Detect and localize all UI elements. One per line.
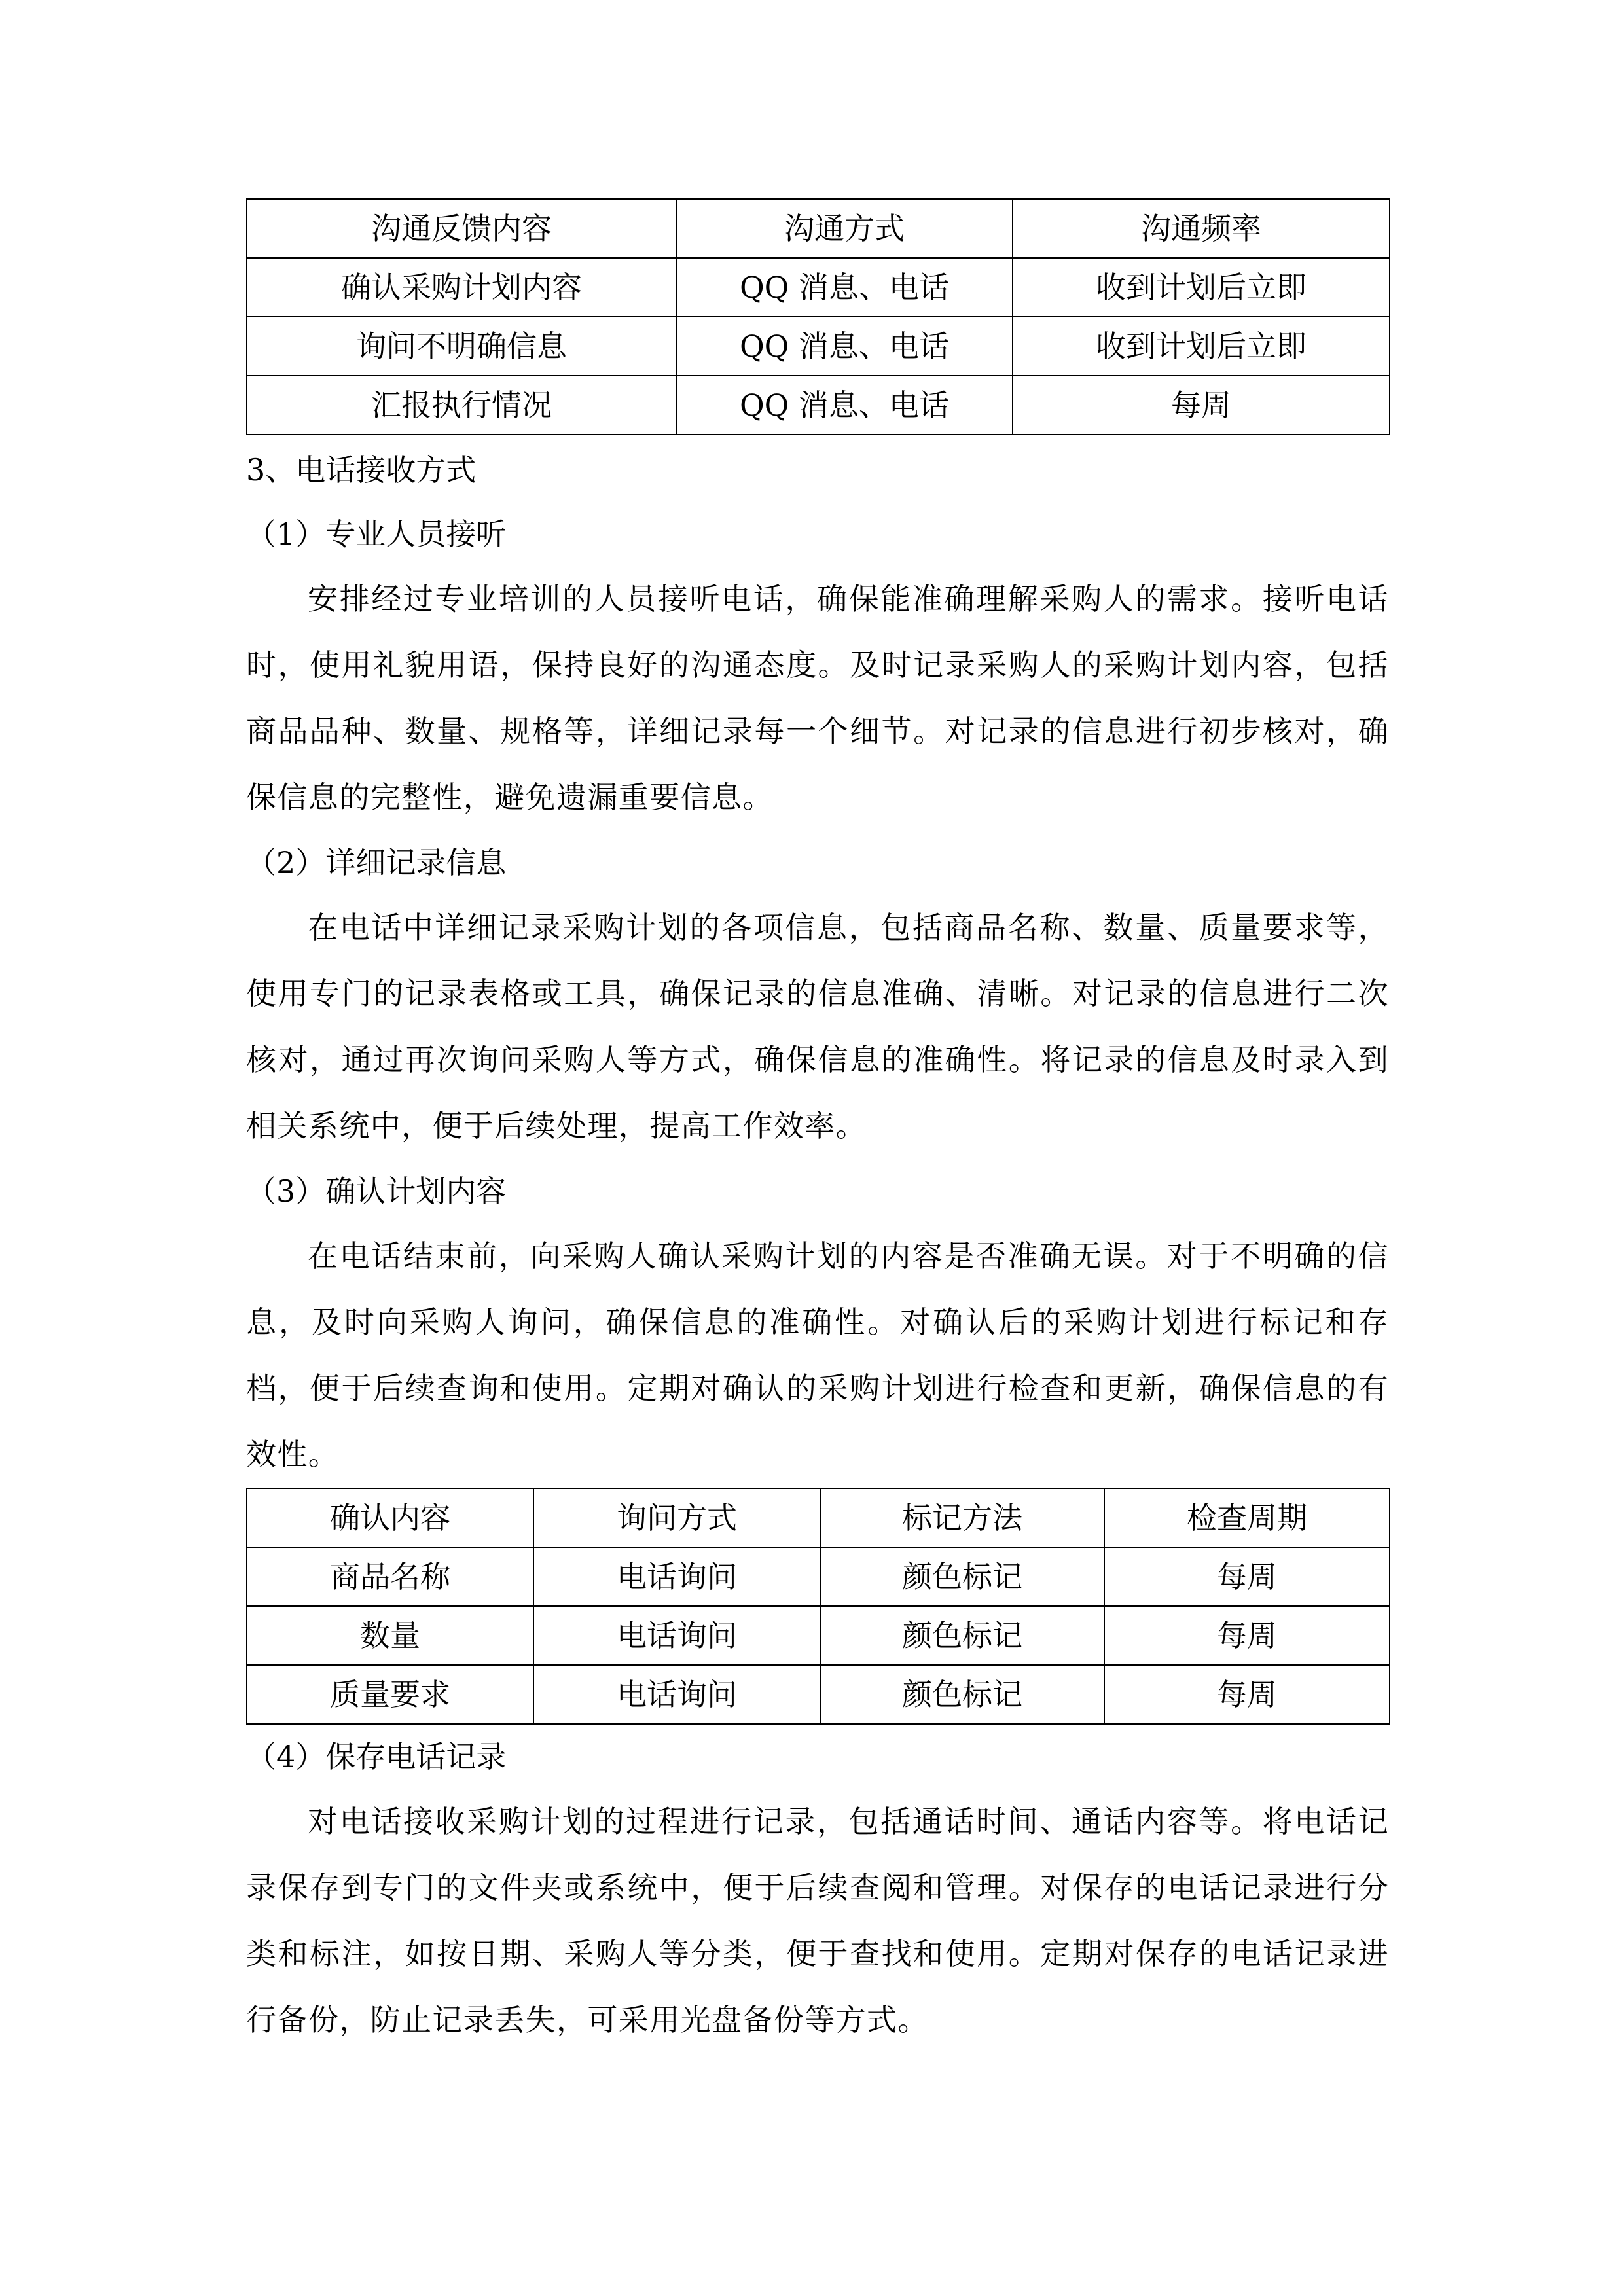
table-cell: 电话询问 — [533, 1665, 820, 1724]
table-header-row — [247, 1488, 1390, 1547]
table-cell: 每周 — [1104, 1606, 1390, 1665]
table-cell: 每周 — [1104, 1547, 1390, 1606]
table-cell: 每周 — [1104, 1665, 1390, 1724]
table-header-cell: 沟通频率 — [1013, 199, 1390, 258]
page-content — [246, 198, 1389, 2053]
table-cell: 汇报执行情况 — [247, 376, 676, 435]
table-cell: 颜色标记 — [820, 1606, 1104, 1665]
table-cell: 颜色标记 — [820, 1547, 1104, 1606]
table-cell: 数量 — [247, 1606, 533, 1665]
paragraph: 在电话结束前，向采购人确认采购计划的内容是否准确无误。对于不明确的信息，及时向采购人询问，确保信息的准确性。对确认后的采购计划进行标记和存档，便于后续查询和使用。定期对确认的采购计划进行检查和更新，确保信息的有效性。 — [246, 1238, 1389, 1472]
table-header-cell: 检查周期 — [1104, 1488, 1390, 1547]
table-row — [247, 1665, 1390, 1724]
table-cell: 每周 — [1013, 376, 1390, 435]
table-header-row — [247, 199, 1390, 258]
table-header-cell: 沟通反馈内容 — [247, 199, 676, 258]
table-cell: QQ 消息、电话 — [676, 258, 1013, 317]
paragraph: 对电话接收采购计划的过程进行记录，包括通话时间、通话内容等。将电话记录保存到专门的文件夹或系统中，便于后续查阅和管理。对保存的电话记录进行分类和标注，如按日期、采购人等分类，便于查找和使用。定期对保存的电话记录进行备份，防止记录丢失，可采用光盘备份等方式。 — [246, 1804, 1389, 2037]
subsection-heading: （3）确认计划内容 — [246, 1174, 507, 1209]
table-header-cell: 询问方式 — [533, 1488, 820, 1547]
table-cell: 收到计划后立即 — [1013, 258, 1390, 317]
table-row — [247, 1547, 1390, 1606]
plan-confirmation-table — [246, 1488, 1390, 1725]
table-cell: 电话询问 — [533, 1547, 820, 1606]
table-header-cell: 标记方法 — [820, 1488, 1104, 1547]
subsection-heading: （4）保存电话记录 — [246, 1739, 507, 1774]
table-header-cell: 沟通方式 — [676, 199, 1013, 258]
table-cell: 颜色标记 — [820, 1665, 1104, 1724]
table-cell: 质量要求 — [247, 1665, 533, 1724]
table-cell: QQ 消息、电话 — [676, 317, 1013, 376]
table-cell: 收到计划后立即 — [1013, 317, 1390, 376]
table-header-cell: 确认内容 — [247, 1488, 533, 1547]
subsection-heading: （1）专业人员接听 — [246, 516, 507, 552]
communication-feedback-table — [246, 198, 1390, 435]
paragraph: 在电话中详细记录采购计划的各项信息，包括商品名称、数量、质量要求等，使用专门的记录表格或工具，确保记录的信息准确、清晰。对记录的信息进行二次核对，通过再次询问采购人等方式，确保信息的准确性。将记录的信息及时录入到相关系统中，便于后续处理，提高工作效率。 — [246, 910, 1389, 1143]
table-cell: 商品名称 — [247, 1547, 533, 1606]
subsection-heading: （2）详细记录信息 — [246, 845, 507, 880]
table-cell: 询问不明确信息 — [247, 317, 676, 376]
section-heading: 3、电话接收方式 — [246, 452, 477, 488]
table-row — [247, 1606, 1390, 1665]
table-cell: QQ 消息、电话 — [676, 376, 1013, 435]
table-cell: 确认采购计划内容 — [247, 258, 676, 317]
table-cell: 电话询问 — [533, 1606, 820, 1665]
table-row — [247, 317, 1390, 376]
table-row — [247, 258, 1390, 317]
paragraph: 安排经过专业培训的人员接听电话，确保能准确理解采购人的需求。接听电话时，使用礼貌用语，保持良好的沟通态度。及时记录采购人的采购计划内容，包括商品品种、数量、规格等，详细记录每一个细节。对记录的信息进行初步核对，确保信息的完整性，避免遗漏重要信息。 — [246, 581, 1389, 815]
table-row — [247, 376, 1390, 435]
